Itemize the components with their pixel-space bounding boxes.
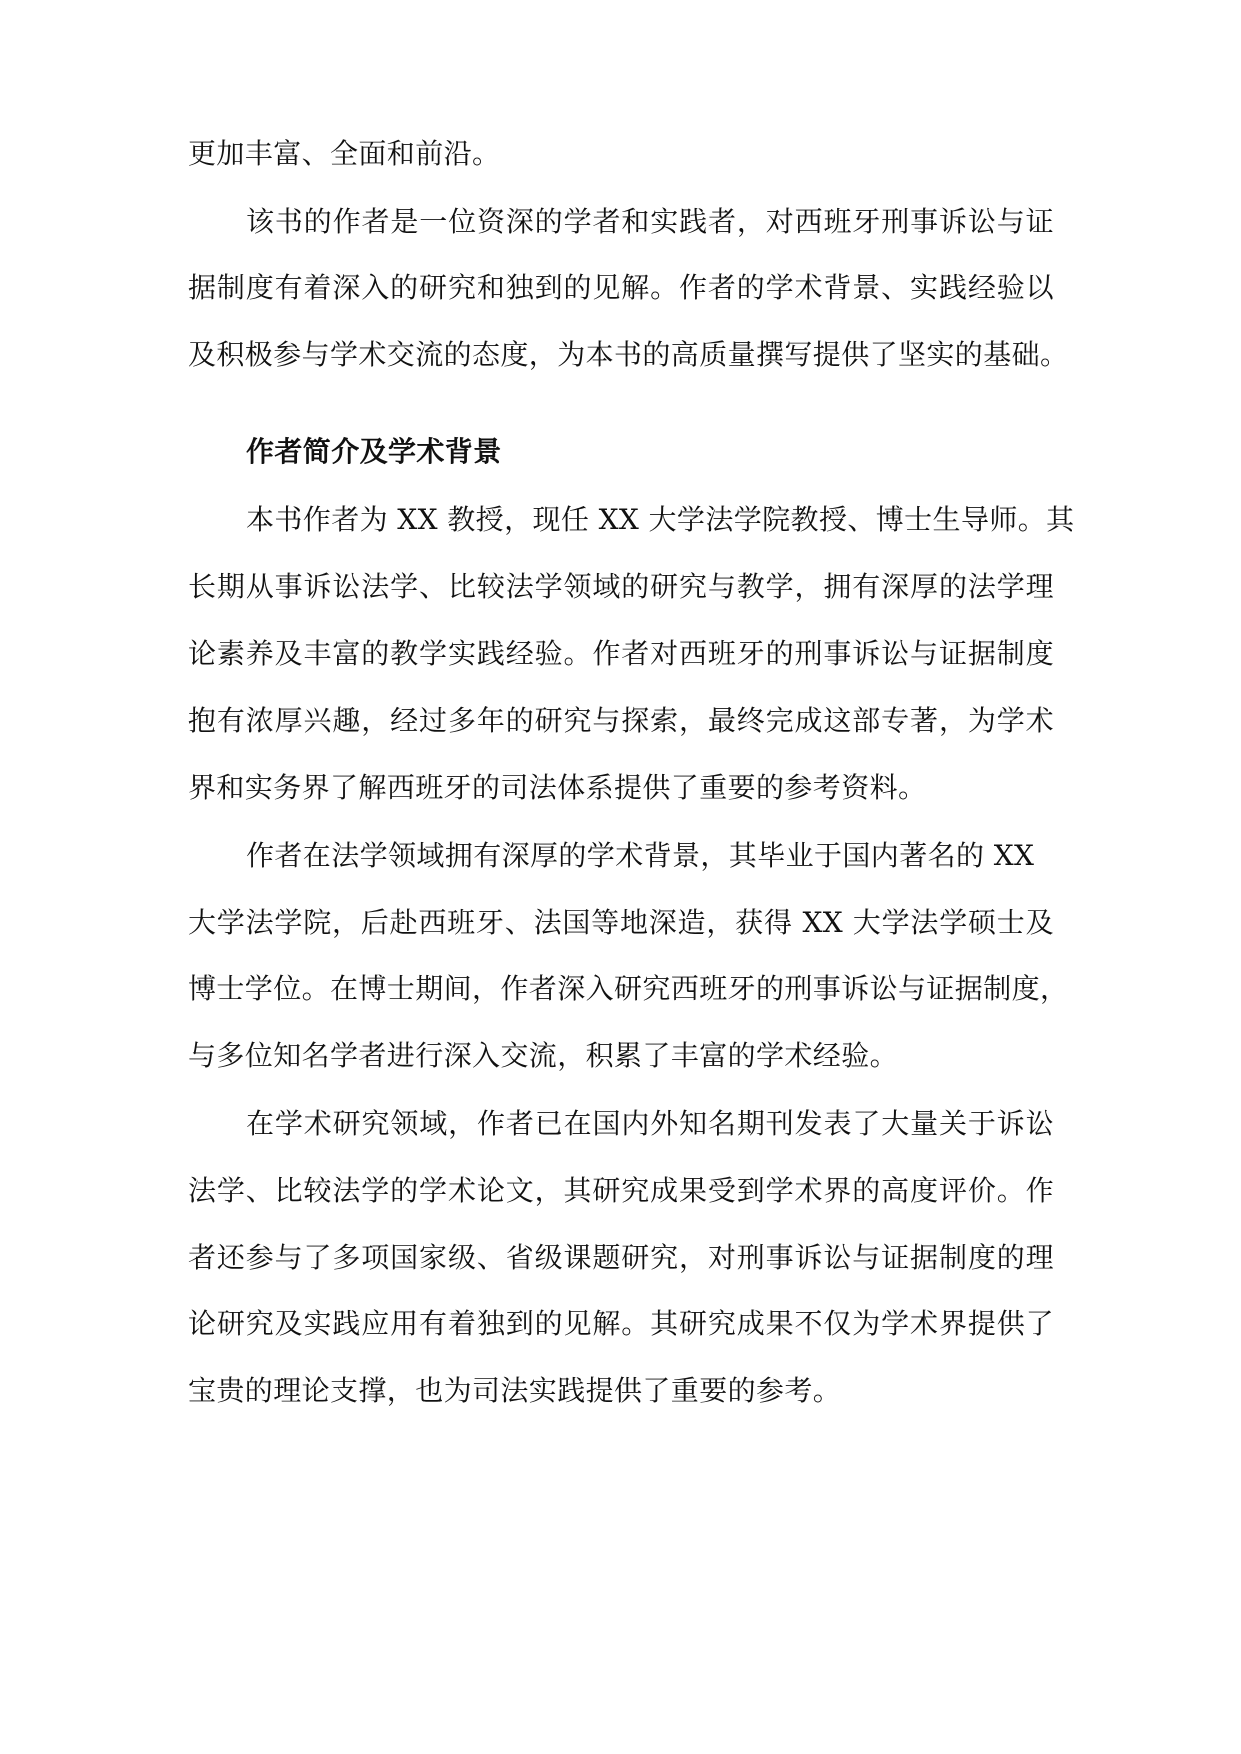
para4-line-5: 宝贵的理论支撑，也为司法实践提供了重要的参考。 <box>188 1374 842 1407</box>
para4-line-1: 在学术研究领域，作者已在国内外知名期刊发表了大量关于诉讼 <box>246 1107 1054 1140</box>
para1-line-1: 该书的作者是一位资深的学者和实践者，对西班牙刑事诉讼与证 <box>246 205 1054 238</box>
para2-line-1: 本书作者为 XX 教授，现任 XX 大学法学院教授、博士生导师。其 <box>246 503 1075 536</box>
para2-line-4: 抱有浓厚兴趣，经过多年的研究与探索，最终完成这部专著，为学术 <box>188 704 1054 737</box>
para3-line-1: 作者在法学领域拥有深厚的学术背景，其毕业于国内著名的 XX <box>246 839 1035 872</box>
para4-line-3: 者还参与了多项国家级、省级课题研究，对刑事诉讼与证据制度的理 <box>188 1241 1054 1274</box>
para1-line-3: 及积极参与学术交流的态度，为本书的高质量撰写提供了坚实的基础。 <box>188 338 1069 371</box>
intro-fragment-line: 更加丰富、全面和前沿。 <box>188 137 501 170</box>
para2-line-5: 界和实务界了解西班牙的司法体系提供了重要的参考资料。 <box>188 771 927 804</box>
para4-line-4: 论研究及实践应用有着独到的见解。其研究成果不仅为学术界提供了 <box>188 1307 1054 1340</box>
para1-line-2: 据制度有着深入的研究和独到的见解。作者的学术背景、实践经验以 <box>188 271 1054 304</box>
para3-line-4: 与多位知名学者进行深入交流，积累了丰富的学术经验。 <box>188 1039 899 1072</box>
section-heading: 作者简介及学术背景 <box>246 435 502 468</box>
para2-line-2: 长期从事诉讼法学、比较法学领域的研究与教学，拥有深厚的法学理 <box>188 570 1054 603</box>
para4-line-2: 法学、比较法学的学术论文，其研究成果受到学术界的高度评价。作 <box>188 1174 1054 1207</box>
para3-line-2: 大学法学院，后赴西班牙、法国等地深造，获得 XX 大学法学硕士及 <box>188 906 1054 939</box>
para2-line-3: 论素养及丰富的教学实践经验。作者对西班牙的刑事诉讼与证据制度 <box>188 637 1054 670</box>
para3-line-3: 博士学位。在博士期间，作者深入研究西班牙的刑事诉讼与证据制度， <box>188 972 1069 1005</box>
